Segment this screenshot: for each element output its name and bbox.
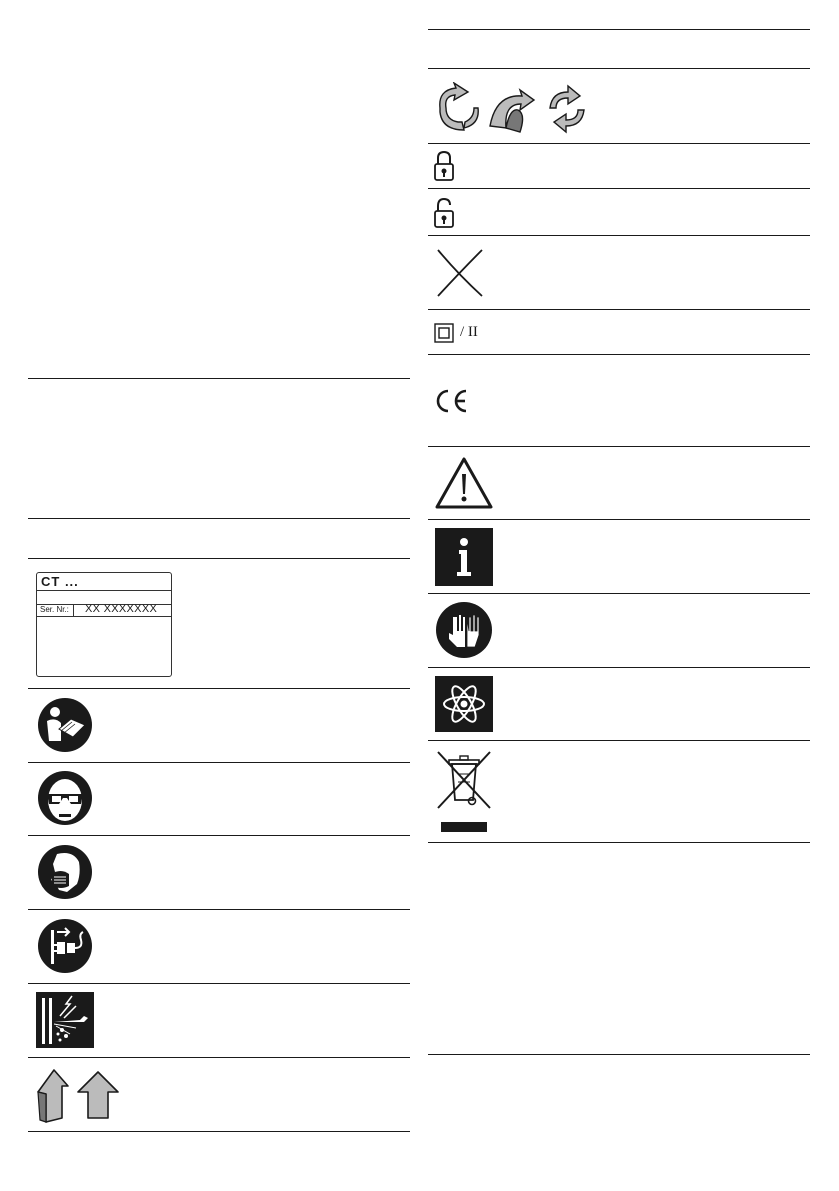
no-water-jet-icon bbox=[36, 992, 94, 1048]
divider bbox=[428, 309, 810, 310]
plate-line bbox=[37, 590, 171, 591]
weee-bin-icon bbox=[436, 750, 492, 834]
respirator-icon bbox=[37, 844, 93, 900]
divider bbox=[428, 593, 810, 594]
ce-mark-icon bbox=[434, 388, 470, 414]
divider bbox=[428, 667, 810, 668]
divider bbox=[28, 762, 410, 763]
unplug-before-service-icon bbox=[37, 918, 93, 974]
rating-plate-brand: CT ... bbox=[41, 574, 79, 589]
info-icon bbox=[435, 528, 493, 586]
protection-class-text: / II bbox=[460, 324, 478, 340]
divider bbox=[28, 835, 410, 836]
divider bbox=[428, 354, 810, 355]
divider bbox=[428, 519, 810, 520]
divider bbox=[428, 29, 810, 30]
divider bbox=[428, 842, 810, 843]
rotation-arrows-icon bbox=[434, 82, 594, 136]
divider bbox=[28, 518, 410, 519]
wear-gloves-icon bbox=[435, 601, 493, 659]
divider bbox=[428, 68, 810, 69]
rating-plate bbox=[36, 572, 172, 677]
divider bbox=[28, 909, 410, 910]
atom-icon bbox=[435, 676, 493, 732]
divider bbox=[28, 688, 410, 689]
divider bbox=[28, 378, 410, 379]
serial-value: XX XXXXXXX bbox=[85, 603, 158, 615]
lock-icon bbox=[433, 150, 455, 182]
unlock-icon bbox=[433, 195, 455, 229]
warning-icon bbox=[434, 456, 494, 510]
divider bbox=[28, 1057, 410, 1058]
divider bbox=[28, 983, 410, 984]
pull-up-arrow-icons bbox=[34, 1064, 120, 1126]
divider bbox=[428, 235, 810, 236]
divider bbox=[28, 558, 410, 559]
divider bbox=[428, 143, 810, 144]
divider bbox=[28, 1131, 410, 1132]
plate-line bbox=[37, 616, 171, 617]
serial-label: Ser. Nr.: bbox=[40, 605, 69, 614]
plate-divider bbox=[73, 604, 74, 616]
eye-protection-icon bbox=[37, 770, 93, 826]
divider bbox=[428, 188, 810, 189]
double-insulation-icon bbox=[434, 323, 454, 343]
read-manual-icon bbox=[37, 697, 93, 753]
cross-icon bbox=[434, 246, 486, 298]
divider bbox=[428, 1054, 810, 1055]
divider bbox=[428, 446, 810, 447]
divider bbox=[428, 740, 810, 741]
